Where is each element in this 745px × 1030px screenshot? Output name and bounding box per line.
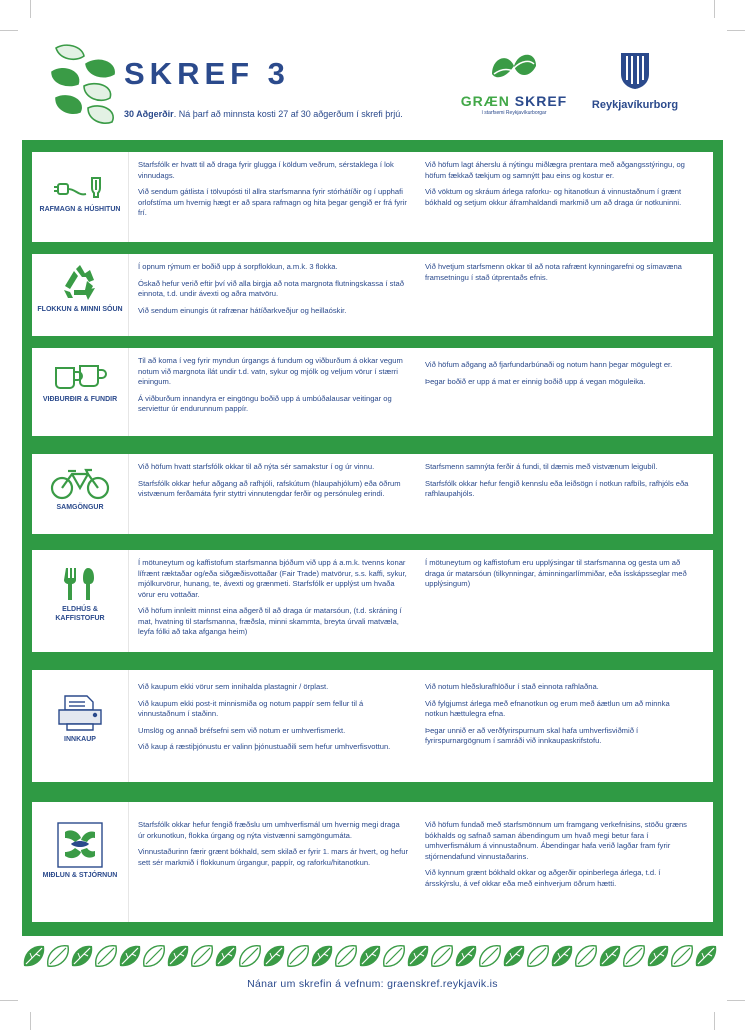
section-icon-box (36, 822, 124, 880)
actions-column-right (425, 820, 690, 895)
section-label: RAFMAGN & HÚSHITUN (39, 206, 121, 213)
section-card-samgongur (32, 454, 713, 534)
action-item: Við kynnum grænt bókhald okkar og aðgerðir opinberlega árlega, t.d. í ársskýrslu, á vef okkar eða með einhverjum öðrum hætti. (425, 868, 661, 888)
section-icon-box (36, 362, 124, 404)
section-divider (128, 802, 129, 922)
action-item: Umslög og annað bréfsefni sem við notum er umhverfismerkt. (138, 725, 346, 735)
page-subtitle (124, 109, 403, 119)
crop-mark (714, 1012, 715, 1030)
action-item: Óskað hefur verið eftir því við alla birgja að nota margnota flutningskassa í stað einnota, t.d. undir ávexti og aðra matvöru. (138, 278, 404, 298)
section-label: VIÐBURÐIR & FUNDIR (42, 396, 118, 403)
section-card-innkaup (32, 670, 713, 782)
action-item: Starfsfólk okkar hefur aðgang að rafhjóli, rafskútum (hlaupahjólum) eða öðrum vistvænum ferðamáta fyrir styttri vinnutengdar ferðir og persónuleg erindi. (138, 478, 401, 498)
section-icon-box (36, 262, 124, 314)
actions-column-right (425, 558, 690, 596)
section-divider (128, 550, 129, 652)
printer-icon (55, 692, 105, 732)
section-card-vidburdir (32, 348, 713, 436)
action-item: Við höfum aðgang að fjarfundarbúnaði og notum hann þegar mögulegt er. (425, 360, 673, 369)
section-icon-box (36, 174, 124, 214)
subtitle-rest: . Ná þarf að minnsta kosti 27 af 30 aðgerðum í skrefi þrjú. (173, 109, 403, 119)
actions-column-left (138, 558, 408, 644)
action-item: Við sendum einungis út rafrænar hátíðarkveðjur og heillaóskir. (138, 305, 347, 315)
crop-mark (727, 30, 745, 31)
section-card-eldhus (32, 550, 713, 652)
action-item: Við höfum lagt áherslu á nýtingu miðlægra prentara með aðgangsstýringu, og höfum fækkað tækjum og samnýtt þau eins og kostur er. (425, 160, 685, 180)
actions-column-right (425, 682, 690, 753)
section-divider (128, 152, 129, 242)
plug-bulb-icon (52, 174, 108, 202)
crop-mark (30, 0, 31, 18)
action-item: Starfsmenn samnýta ferðir á fundi, til dæmis með vistvænum leigubíl. (425, 462, 658, 471)
crop-mark (0, 1000, 18, 1001)
action-item: Starfsfólk okkar hefur fengið kennslu eða leiðsögn í notkun rafbíls, rafhjóls eða rafhlaupahjóls. (425, 478, 689, 498)
section-label: INNKAUP (64, 736, 96, 743)
action-item: Við kaupum ekki vörur sem innihalda plastagnir / örplast. (138, 682, 329, 691)
action-item: Við kaupum ekki post-it minnismiða og notum pappír sem fellur til á vinnustaðnum í staðinn. (138, 698, 364, 718)
section-divider (128, 254, 129, 336)
page-title: SKREF 3 (124, 56, 290, 91)
action-item: Starfsfólk er hvatt til að draga fyrir glugga í köldum veðrum, sérstaklega í lok vinnudags. (138, 160, 394, 180)
actions-column-right (425, 160, 690, 214)
actions-column-right (425, 360, 690, 393)
action-item: Þegar boðið er upp á mat er einnig boðið upp á vegan möguleika. (425, 376, 646, 386)
crop-mark (727, 1000, 745, 1001)
mugs-icon (52, 362, 108, 392)
actions-column-left (138, 160, 408, 225)
action-item: Við höfum hvatt starfsfólk okkar til að nýta sér samakstur í og úr vinnu. (138, 462, 375, 471)
crop-mark (30, 1012, 31, 1030)
section-label: MIÐLUN & STJÓRNUN (42, 872, 118, 879)
action-item: Á viðburðum innandyra er eingöngu boðið upp á umbúðalausar veitingar og serviettur úr endurunnum pappír. (138, 393, 392, 413)
actions-column-left (138, 820, 408, 874)
reykjavik-shield-icon (620, 52, 650, 90)
hands-icon (57, 822, 103, 868)
crop-mark (0, 30, 18, 31)
graen-skref-leaves-icon (488, 48, 540, 86)
action-item: Við fylgjumst árlega með efnanotkun og erum með áætlun um að minnka notkun hættulegra efna. (425, 698, 670, 718)
graen-skref-name (458, 93, 570, 109)
action-item: Við notum hleðslurafhlöður í stað einnota rafhlaðna. (425, 682, 599, 691)
section-label-line1: ELDHÚS & (62, 606, 98, 613)
graen-word: GRÆN (460, 93, 510, 109)
action-item: Þegar unnið er að verðfyrirspurnum skal hafa umhverfisviðmið í fyrirspurnargögnum í samráði við innkaupaskrifstofu. (425, 725, 639, 745)
actions-column-left (138, 356, 408, 421)
action-item: Í mötuneytum og kaffistofum eru upplýsingar til starfsmanna og gesta um að draga úr matarsóun (tilkynningar, áminningarlímmiðar, eða ísskápsseglar með upplýsingum) (425, 558, 687, 588)
actions-column-left (138, 682, 408, 759)
recycle-icon (60, 262, 100, 302)
section-divider (128, 348, 129, 436)
section-icon-box (36, 566, 124, 623)
leaf-border-decoration-icon (22, 938, 723, 970)
reykjavik-name: Reykjavíkurborg (591, 99, 679, 111)
footer-website: Nánar um skrefin á vefnum: graenskref.reykjavik.is (247, 978, 498, 990)
action-item: Starfsfólk okkar hefur fengið fræðslu um umhverfismál um hvernig megi draga úr orkunotkun, flokka úrgang og nýta vistvænni samgöngumáta. (138, 820, 400, 840)
actions-column-left (138, 462, 408, 506)
bicycle-icon (50, 468, 110, 500)
section-divider (128, 670, 129, 782)
section-icon-box (36, 692, 124, 744)
action-item: Vinnustaðurinn færir grænt bókhald, sem skilað er fyrir 1. mars ár hvert, og hefur sett sér markmið í flokkunum úrgangur, pappír, og raforku/hitanotkun. (138, 847, 408, 867)
actions-column-right (425, 462, 690, 506)
action-item: Við hvetjum starfsmenn okkar til að nota rafrænt kynningarefni og símavæna framsetningu í stað útprentaðs efnis. (425, 262, 682, 282)
section-card-rafmagn (32, 152, 713, 242)
section-label: SAMGÖNGUR (56, 504, 104, 511)
action-item: Við höfum fundað með starfsmönnum um framgang verkefnisins, stöðu græns bókhalds og safnað saman ábendingum um hvað megi betur fara í umhverfismálum á vinnustaðnum. Ábendingar hafa verið lagðar fram fyrir stjórnendafund vinnustaðarins. (425, 820, 687, 861)
reykjavik-logo (590, 52, 680, 111)
action-item: Til að koma í veg fyrir myndun úrgangs á fundum og viðburðum á okkar vegum notum við margnota ílát undir t.d. vatn, sykur og mjólk og veljum vörur í stærri einingum. (138, 356, 403, 386)
section-icon-box (36, 468, 124, 512)
section-card-midlun (32, 802, 713, 922)
skref-word: SKREF (509, 93, 568, 109)
action-item: Í mötuneytum og kaffistofum starfsmanna bjóðum við upp á a.m.k. tvenns konar lífrænt ræktaðar og/eða siðgæðisvottaðar (Fair Trade) matvörur, s.s. kaffi, sykur, mjólkurvörur, hunang, te, ávexti og grænmeti. Starfsfólk er upplýst um hvaða vörur eru vottaðar. (138, 558, 407, 599)
actions-panel (22, 140, 723, 936)
section-card-flokkun (32, 254, 713, 336)
action-item: Við vöktum og skráum árlega raforku- og hitanotkun á vinnustaðnum í grænt bókhald og setjum okkur áframhaldandi markmið um að draga úr notkuninni. (425, 187, 682, 207)
action-item: Í opnum rýmum er boðið upp á sorpflokkun, a.m.k. 3 flokka. (138, 262, 338, 271)
graen-skref-tagline: í starfsemi Reykjavíkurborgar (481, 110, 547, 116)
actions-column-left (138, 262, 408, 322)
graen-skref-logo (458, 48, 570, 116)
leaves-decoration-icon (48, 42, 123, 132)
action-item: Við höfum innleitt minnst eina aðgerð til að draga úr matarsóun, (t.d. skráning í mat, hvatning til starfsmanna, fræðsla, minni skammta, breyta úrvali matvæla, leyfa fólki að taka afganga heim) (138, 606, 402, 636)
cutlery-icon (60, 566, 100, 602)
subtitle-bold: 30 Aðgerðir (124, 109, 174, 119)
section-divider (128, 454, 129, 534)
section-label: FLOKKUN & MINNI SÓUN (37, 306, 123, 313)
crop-mark (714, 0, 715, 18)
actions-column-right (425, 262, 690, 289)
action-item: Við kaup á ræstiþjónustu er valinn þjónustuaðili sem hefur umhverfisvottun. (138, 742, 391, 751)
action-item: Við sendum gátlista í tölvupósti til allra starfsmanna fyrir stórhátíðir og í upphafi orlofstíma um hvernig hægt er að spara rafmagn og hita þegar gengið er frá fyrir frí. (138, 187, 407, 217)
section-label-line2: KAFFISTOFUR (55, 615, 105, 622)
